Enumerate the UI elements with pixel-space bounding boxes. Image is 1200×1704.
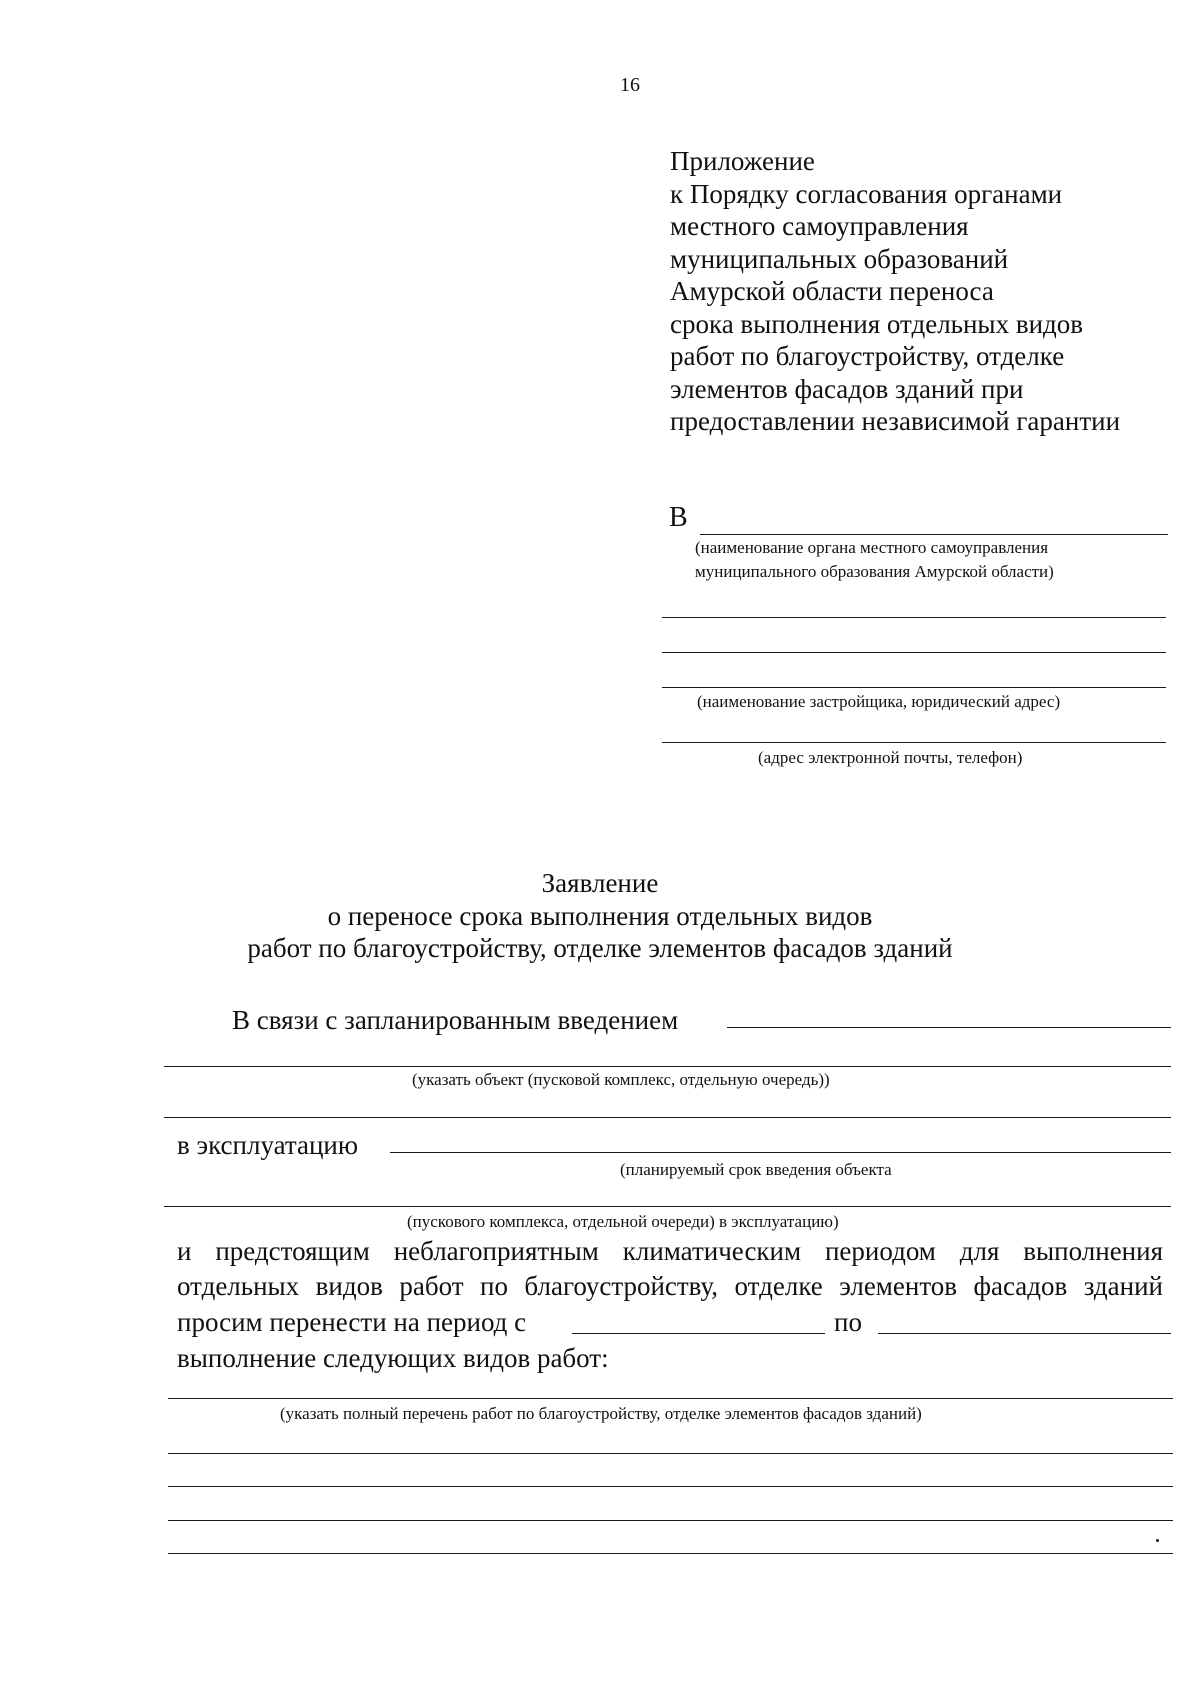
organ-name-field[interactable]: [700, 534, 1168, 535]
term-caption: (планируемый срок введения объекта: [620, 1160, 892, 1179]
closing-period: [1156, 1539, 1159, 1542]
appendix-line: Амурской области переноса: [670, 276, 994, 306]
intro-text: В связи с запланированным введением: [232, 1005, 679, 1035]
contact-field[interactable]: [662, 742, 1166, 743]
operation-label: в эксплуатацию: [177, 1130, 359, 1160]
title-line: работ по благоустройству, отделке элементов фасадов зданий: [247, 933, 953, 963]
period-to-label: по: [834, 1307, 862, 1337]
works-caption: (указать полный перечень работ по благоустройству, отделке элементов фасадов зданий): [280, 1404, 922, 1423]
works-field-line-5[interactable]: [168, 1553, 1173, 1554]
developer-field-line-3[interactable]: [662, 687, 1166, 688]
object-field-line-2[interactable]: [164, 1066, 1171, 1067]
paragraph-line: отдельных видов работ по благоустройству, отделке элементов фасадов зданий: [177, 1271, 1163, 1301]
developer-caption: (наименование застройщика, юридический адрес): [697, 692, 1061, 711]
period-from-field[interactable]: [572, 1333, 825, 1334]
page-number: 16: [620, 74, 640, 96]
appendix-line: предоставлении независимой гарантии: [670, 406, 1121, 436]
appendix-line: муниципальных образований: [670, 243, 1009, 274]
organ-caption-line: муниципального образования Амурской области): [695, 562, 1054, 581]
appendix-line: к Порядку согласования органами: [670, 178, 1063, 209]
contact-caption: (адрес электронной почты, телефон): [758, 748, 1023, 767]
title-line: о переносе срока выполнения отдельных видов: [327, 900, 873, 931]
works-field-line-3[interactable]: [168, 1486, 1173, 1487]
object-field-line-1[interactable]: [727, 1027, 1171, 1028]
appendix-line: работ по благоустройству, отделке: [670, 341, 1065, 371]
appendix-line: местного самоуправления: [670, 211, 969, 241]
term-caption-cont: (пускового комплекса, отдельной очереди) в эксплуатацию): [407, 1212, 839, 1231]
title-line: Заявление: [541, 868, 659, 898]
period-from-label: просим перенести на период с: [177, 1307, 527, 1337]
object-field-line-3[interactable]: [164, 1117, 1171, 1118]
works-field-line-2[interactable]: [168, 1453, 1173, 1454]
document-title: [0, 867, 1200, 965]
appendix-line: элементов фасадов зданий при: [670, 373, 1024, 404]
organ-caption-line: (наименование органа местного самоуправления: [695, 538, 1049, 557]
appendix-line: Приложение: [670, 146, 815, 176]
organ-caption: [695, 536, 1054, 584]
term-field-line-2[interactable]: [164, 1206, 1171, 1207]
object-caption: (указать объект (пусковой комплекс, отдельную очередь)): [412, 1070, 830, 1089]
developer-field-line-1[interactable]: [662, 617, 1166, 618]
period-to-field[interactable]: [878, 1333, 1171, 1334]
works-field-line-4[interactable]: [168, 1520, 1173, 1521]
appendix-heading: [670, 145, 1170, 438]
works-label: выполнение следующих видов работ:: [177, 1343, 609, 1373]
works-field-line-1[interactable]: [168, 1398, 1173, 1399]
addressee-prefix: В: [669, 502, 688, 533]
paragraph-line: и предстоящим неблагоприятным климатическим периодом для выполнения: [177, 1236, 1163, 1266]
appendix-line: срока выполнения отдельных видов: [670, 308, 1084, 339]
developer-field-line-2[interactable]: [662, 652, 1166, 653]
term-field[interactable]: [390, 1152, 1171, 1153]
